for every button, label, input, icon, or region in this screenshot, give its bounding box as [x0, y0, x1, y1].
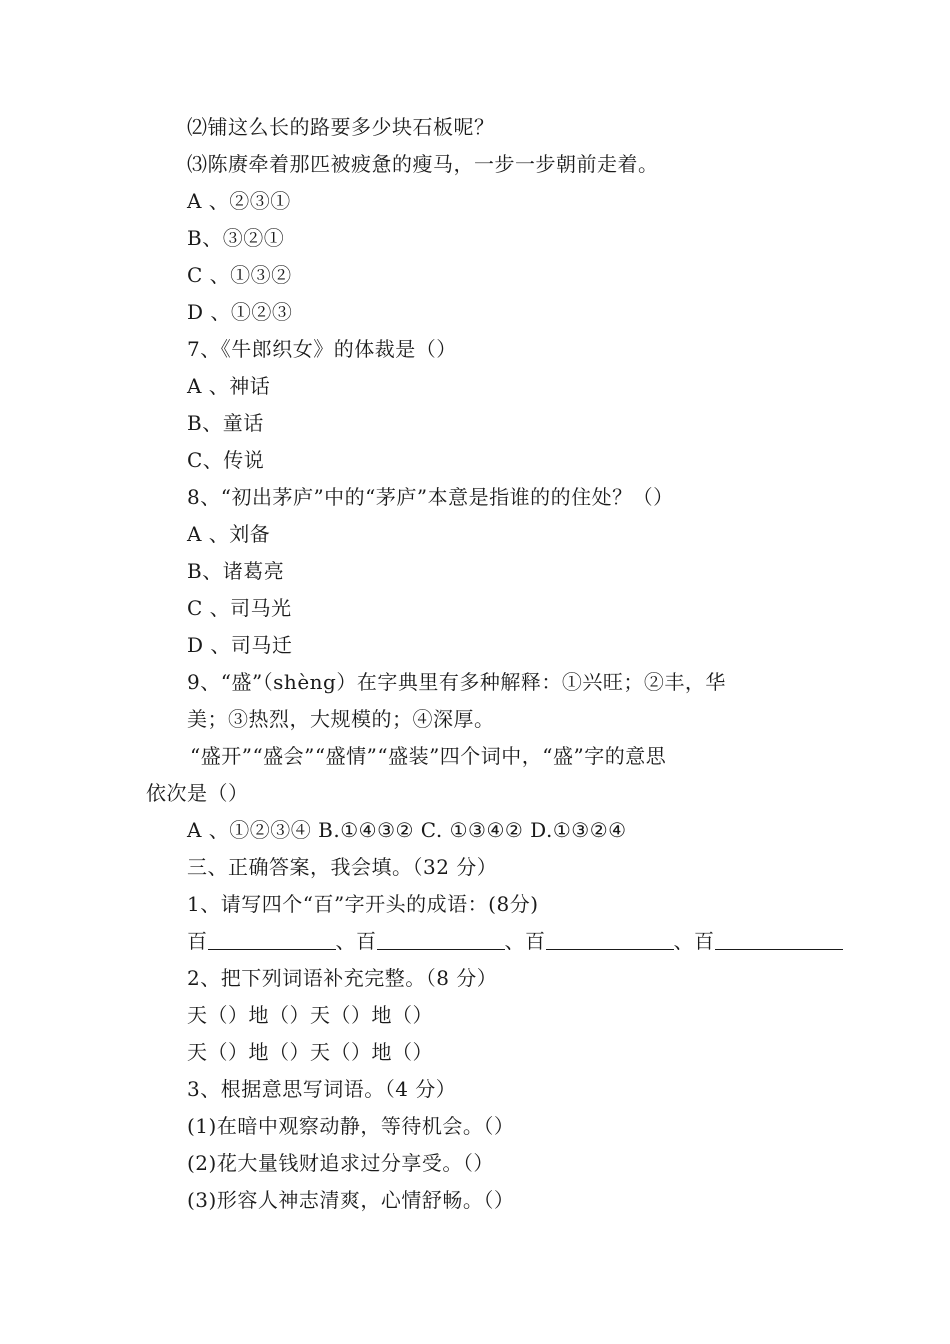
q7-option-c: C、传说	[187, 448, 265, 472]
idiom-blank-2[interactable]	[377, 929, 505, 950]
section-3-q3: 3、根据意思写词语。（4 分）	[187, 1077, 457, 1101]
q8-option-d: D 、司马迁	[187, 633, 293, 657]
word-fill-row-2: 天（）地（）天（）地（）	[187, 1040, 433, 1064]
q8-option-c: C 、司马光	[187, 596, 292, 620]
q6-option-b: B、③②①	[187, 226, 285, 250]
idiom-prefix: 百	[525, 929, 546, 953]
q6-option-a: A 、②③①	[187, 189, 291, 213]
q7-option-b: B、童话	[187, 411, 264, 435]
q8-option-a: A 、刘备	[187, 522, 271, 546]
idiom-blank-4[interactable]	[715, 929, 843, 950]
idiom-blank-1[interactable]	[208, 929, 336, 950]
q3-item-3: (3)形容人神志清爽，心情舒畅。（）	[187, 1188, 515, 1212]
idiom-blanks-row	[187, 927, 843, 955]
question-6-item-2: ⑵铺这么长的路要多少块石板呢？	[187, 115, 495, 139]
section-3-q2: 2、把下列词语补充完整。（8 分）	[187, 966, 498, 990]
separator: 、	[504, 929, 525, 953]
idiom-prefix: 百	[694, 929, 715, 953]
section-3-q1: 1、请写四个“百”字开头的成语：(8分)	[187, 892, 539, 916]
separator: 、	[673, 929, 694, 953]
word-fill-row-1: 天（）地（）天（）地（）	[187, 1003, 433, 1027]
q6-option-d: D 、①②③	[187, 300, 293, 324]
question-9-cont: 美；③热烈，大规模的；④深厚。	[187, 707, 495, 731]
section-3-heading: 三、正确答案，我会填。（32 分）	[187, 855, 498, 879]
q7-option-a: A 、神话	[187, 374, 271, 398]
question-9-prompt: “盛开”“盛会”“盛情”“盛装”四个词中，“盛”字的意思	[190, 744, 667, 768]
q3-item-1: (1)在暗中观察动静，等待机会。（）	[187, 1114, 515, 1138]
separator: 、	[335, 929, 356, 953]
q9-options: A 、①②③④ B.①④③② C. ①③④② D.①③②④	[187, 818, 627, 842]
q6-option-c: C 、①③②	[187, 263, 292, 287]
q3-item-2: (2)花大量钱财追求过分享受。（）	[187, 1151, 494, 1175]
idiom-prefix: 百	[356, 929, 377, 953]
question-7: 7、《牛郎织女》的体裁是（）	[187, 337, 457, 361]
idiom-blank-3[interactable]	[546, 929, 674, 950]
question-9-prompt-cont: 依次是（）	[146, 781, 249, 805]
idiom-prefix: 百	[187, 929, 208, 953]
question-8: 8、“初出茅庐”中的“茅庐”本意是指谁的的住处？（）	[187, 485, 674, 509]
question-9: 9、“盛”（shèng）在字典里有多种解释：①兴旺；②丰，华	[187, 670, 726, 694]
question-6-item-3: ⑶陈赓牵着那匹被疲惫的瘦马，一步一步朝前走着。	[187, 152, 659, 176]
q8-option-b: B、诸葛亮	[187, 559, 285, 583]
